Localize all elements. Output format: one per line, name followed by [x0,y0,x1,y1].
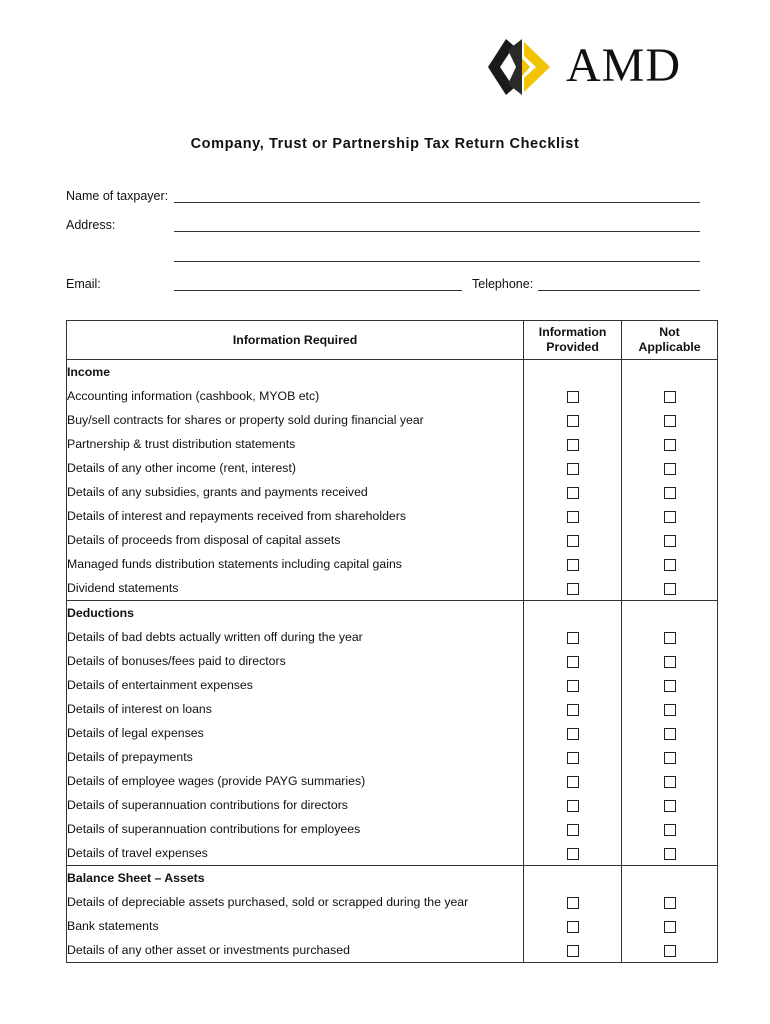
item-label: Bank statements [67,914,524,938]
item-label: Details of any other asset or investments purchased [67,938,524,963]
page-title: Company, Trust or Partnership Tax Return Checklist [190,136,580,152]
information-provided-checkbox[interactable] [567,511,579,523]
item-label: Details of superannuation contributions for directors [67,793,524,817]
not-applicable-checkbox[interactable] [664,583,676,595]
amd-logo [486,36,706,98]
not-applicable-checkbox[interactable] [664,632,676,644]
not-applicable-checkbox[interactable] [664,559,676,571]
information-provided-cell [524,576,622,601]
not-applicable-cell [622,576,718,601]
not-applicable-checkbox[interactable] [664,945,676,957]
information-provided-checkbox[interactable] [567,656,579,668]
not-applicable-checkbox[interactable] [664,848,676,860]
section-2 [67,866,718,963]
table-row [67,673,718,697]
information-provided-cell [524,552,622,576]
item-label: Dividend statements [67,576,524,601]
information-provided-checkbox[interactable] [567,391,579,403]
item-label: Details of prepayments [67,745,524,769]
address-field-line-1[interactable] [174,231,700,232]
not-applicable-checkbox[interactable] [664,752,676,764]
table-row [67,721,718,745]
table-row [67,938,718,963]
not-applicable-checkbox[interactable] [664,656,676,668]
header-information-required: Information Required [67,321,524,360]
table-row [67,528,718,552]
not-applicable-checkbox[interactable] [664,463,676,475]
information-provided-checkbox[interactable] [567,583,579,595]
not-applicable-cell [622,432,718,456]
telephone-label: Telephone: [472,277,534,291]
header-not-applicable: Not Applicable [622,321,718,360]
empty-cell [524,866,622,891]
not-applicable-cell [622,938,718,963]
information-provided-checkbox[interactable] [567,463,579,475]
not-applicable-checkbox[interactable] [664,776,676,788]
section-0 [67,360,718,601]
information-provided-checkbox[interactable] [567,487,579,499]
information-provided-cell [524,504,622,528]
not-applicable-checkbox[interactable] [664,704,676,716]
section-1 [67,601,718,866]
information-provided-checkbox[interactable] [567,824,579,836]
not-applicable-cell [622,914,718,938]
table-row [67,456,718,480]
amd-logo-mark-icon [486,36,556,98]
information-provided-cell [524,745,622,769]
information-provided-cell [524,697,622,721]
not-applicable-cell [622,817,718,841]
information-provided-cell [524,817,622,841]
information-provided-cell [524,769,622,793]
not-applicable-checkbox[interactable] [664,728,676,740]
information-provided-cell [524,890,622,914]
not-applicable-cell [622,673,718,697]
email-label: Email: [66,277,101,291]
not-applicable-cell [622,890,718,914]
table-row [67,793,718,817]
information-provided-cell [524,793,622,817]
table-row [67,841,718,866]
item-label: Details of bonuses/fees paid to directors [67,649,524,673]
empty-cell [524,601,622,626]
information-provided-cell [524,625,622,649]
not-applicable-cell [622,408,718,432]
empty-cell [622,360,718,385]
not-applicable-cell [622,480,718,504]
information-provided-checkbox[interactable] [567,439,579,451]
item-label: Details of interest and repayments received from shareholders [67,504,524,528]
not-applicable-checkbox[interactable] [664,391,676,403]
information-provided-cell [524,480,622,504]
information-provided-checkbox[interactable] [567,728,579,740]
not-applicable-checkbox[interactable] [664,824,676,836]
item-label: Managed funds distribution statements including capital gains [67,552,524,576]
not-applicable-checkbox[interactable] [664,897,676,909]
information-provided-checkbox[interactable] [567,848,579,860]
table-row [67,890,718,914]
item-label: Details of proceeds from disposal of capital assets [67,528,524,552]
not-applicable-cell [622,552,718,576]
table-row [67,552,718,576]
information-provided-cell [524,914,622,938]
not-applicable-checkbox[interactable] [664,800,676,812]
information-provided-cell [524,938,622,963]
table-row [67,649,718,673]
not-applicable-cell [622,625,718,649]
table-row [67,480,718,504]
information-provided-checkbox[interactable] [567,704,579,716]
information-provided-cell [524,721,622,745]
table-row [67,504,718,528]
not-applicable-checkbox[interactable] [664,680,676,692]
information-provided-checkbox[interactable] [567,800,579,812]
information-provided-checkbox[interactable] [567,921,579,933]
table-row [67,625,718,649]
email-field[interactable] [174,290,462,291]
not-applicable-checkbox[interactable] [664,487,676,499]
empty-cell [622,601,718,626]
information-provided-cell [524,673,622,697]
not-applicable-cell [622,769,718,793]
empty-cell [524,360,622,385]
information-provided-checkbox[interactable] [567,415,579,427]
name-label: Name of taxpayer: [66,189,169,203]
not-applicable-cell [622,841,718,866]
information-provided-checkbox[interactable] [567,535,579,547]
item-label: Details of travel expenses [67,841,524,866]
not-applicable-cell [622,528,718,552]
empty-cell [622,866,718,891]
section-title: Deductions [67,601,524,626]
not-applicable-cell [622,721,718,745]
information-provided-cell [524,432,622,456]
table-header-row [67,321,718,360]
information-provided-checkbox[interactable] [567,945,579,957]
item-label: Details of bad debts actually written off during the year [67,625,524,649]
item-label: Details of any subsidies, grants and payments received [67,480,524,504]
not-applicable-checkbox[interactable] [664,439,676,451]
table-row [67,914,718,938]
information-provided-cell [524,384,622,408]
name-field[interactable] [174,202,700,203]
section-heading-row [67,360,718,385]
address-label: Address: [66,218,116,232]
information-provided-checkbox[interactable] [567,632,579,644]
table-row [67,817,718,841]
not-applicable-checkbox[interactable] [664,511,676,523]
not-applicable-cell [622,384,718,408]
table-row [67,769,718,793]
table-row [67,697,718,721]
information-provided-checkbox[interactable] [567,897,579,909]
information-provided-checkbox[interactable] [567,752,579,764]
table-row [67,408,718,432]
item-label: Accounting information (cashbook, MYOB etc) [67,384,524,408]
information-provided-checkbox[interactable] [567,559,579,571]
telephone-field[interactable] [538,290,700,291]
section-heading-row [67,866,718,891]
not-applicable-checkbox[interactable] [664,535,676,547]
header-information-provided: Information Provided [524,321,622,360]
not-applicable-cell [622,456,718,480]
information-provided-cell [524,408,622,432]
item-label: Details of superannuation contributions for employees [67,817,524,841]
information-provided-cell [524,841,622,866]
table-row [67,576,718,601]
not-applicable-checkbox[interactable] [664,415,676,427]
section-heading-row [67,601,718,626]
table-row [67,745,718,769]
not-applicable-cell [622,793,718,817]
item-label: Details of employee wages (provide PAYG summaries) [67,769,524,793]
information-provided-checkbox[interactable] [567,680,579,692]
item-label: Partnership & trust distribution statements [67,432,524,456]
section-title: Balance Sheet – Assets [67,866,524,891]
item-label: Details of legal expenses [67,721,524,745]
logo-wordmark: AMD [566,39,682,92]
not-applicable-cell [622,504,718,528]
item-label: Details of depreciable assets purchased, sold or scrapped during the year [67,890,524,914]
table-row [67,384,718,408]
not-applicable-cell [622,745,718,769]
item-label: Details of entertainment expenses [67,673,524,697]
not-applicable-checkbox[interactable] [664,921,676,933]
information-provided-cell [524,649,622,673]
checklist-table [66,320,718,963]
item-label: Details of interest on loans [67,697,524,721]
information-provided-cell [524,528,622,552]
table-row [67,432,718,456]
not-applicable-cell [622,649,718,673]
information-provided-cell [524,456,622,480]
item-label: Details of any other income (rent, interest) [67,456,524,480]
address-field-line-2[interactable] [174,261,700,262]
information-provided-checkbox[interactable] [567,776,579,788]
not-applicable-cell [622,697,718,721]
section-title: Income [67,360,524,385]
item-label: Buy/sell contracts for shares or property sold during financial year [67,408,524,432]
